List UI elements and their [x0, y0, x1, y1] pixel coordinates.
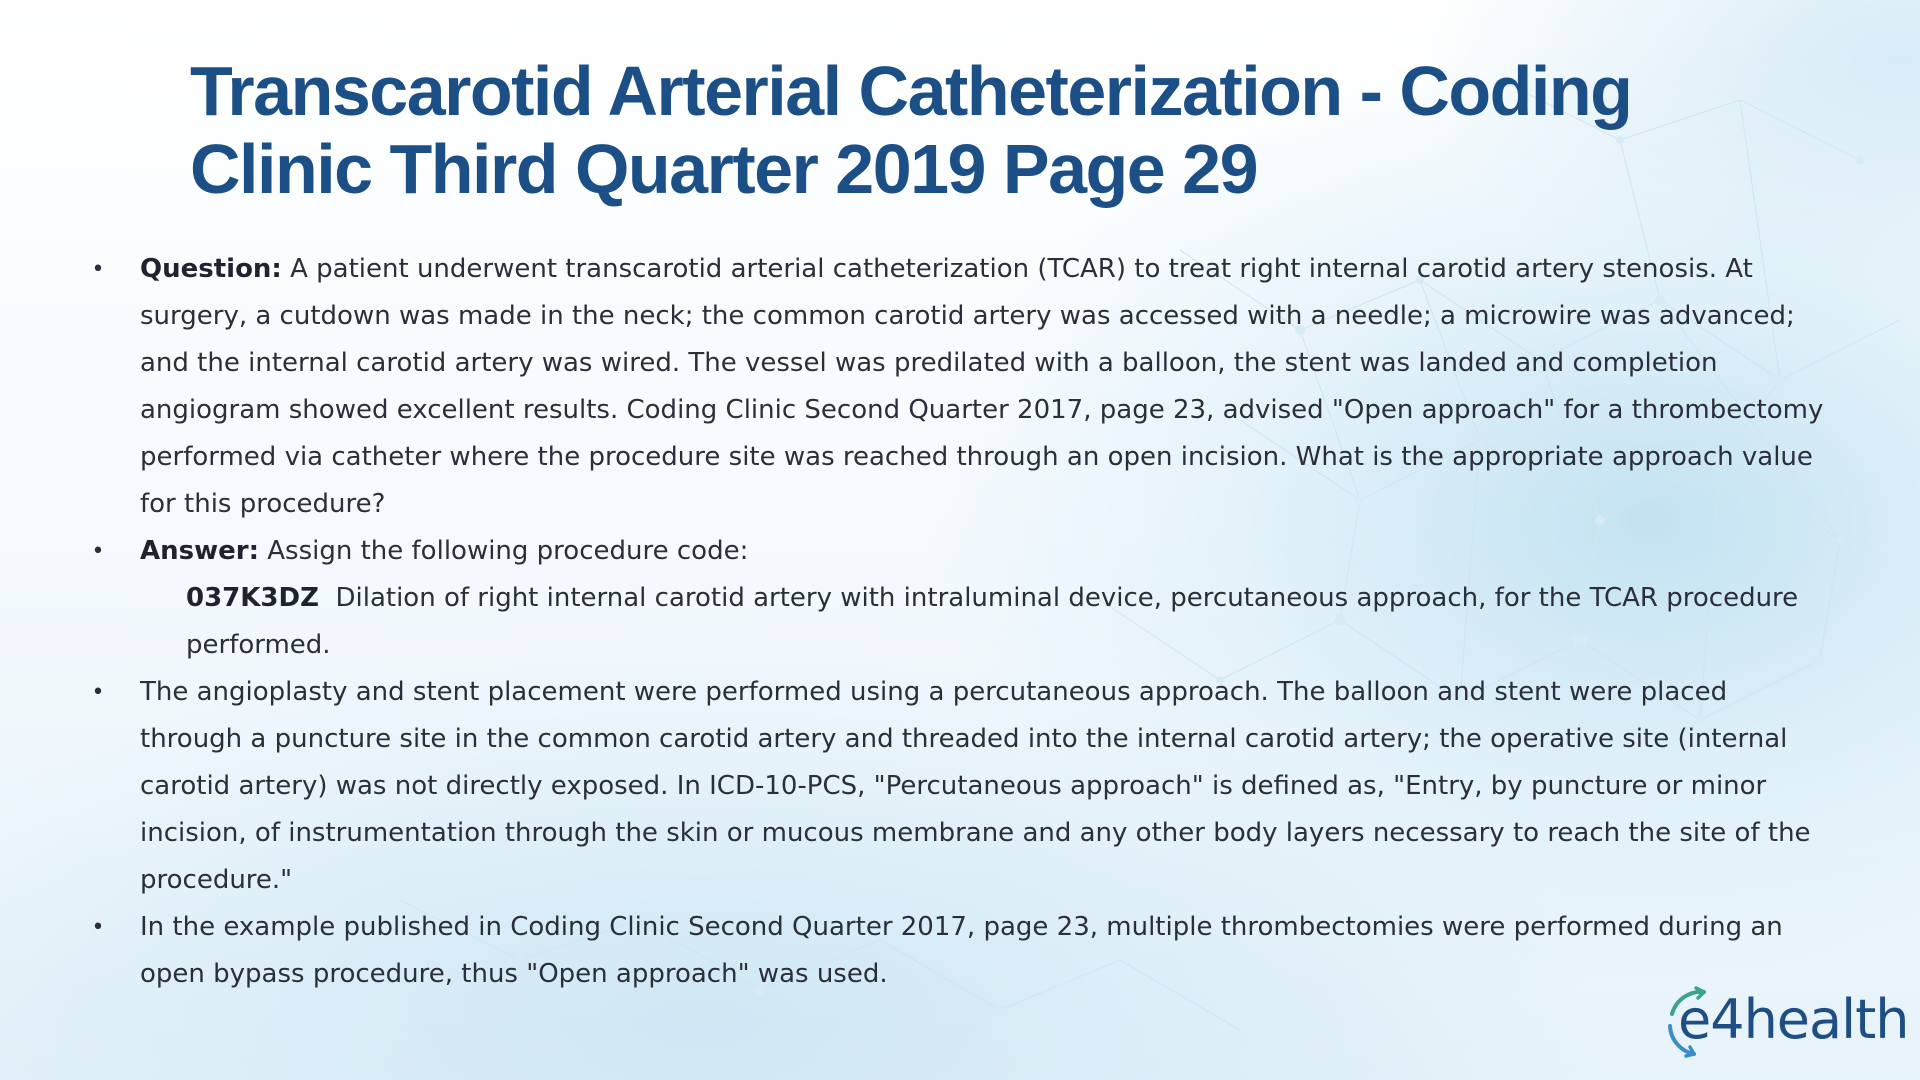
bullet-list	[88, 246, 1828, 998]
bullet-percutaneous-explanation	[88, 669, 1828, 904]
bullet-marker: •	[91, 257, 105, 282]
bullet-marker: •	[91, 680, 105, 705]
answer-label: Answer:	[140, 536, 259, 566]
e4health-logo	[1660, 984, 1909, 1060]
bullet-marker: •	[91, 539, 105, 564]
procedure-code: 037K3DZ	[186, 583, 319, 613]
bullet-question	[88, 246, 1828, 528]
procedure-code-description: Dilation of right internal carotid artery with intraluminal device, percutaneous approach, for the TCAR procedure performed.	[186, 583, 1807, 660]
bullet-open-approach-example	[88, 904, 1828, 998]
question-text: A patient underwent transcarotid arterial catheterization (TCAR) to treat right internal carotid artery stenosis. At surgery, a cutdown was made in the neck; the common carotid artery was accessed with a needle; a microwire was advanced; and the internal carotid artery was wired. The vessel was predilated with a balloon, the stent was landed and completion angiogram showed excellent results. Coding Clinic Second Quarter 2017, page 23, advised "Open approach" for a thrombectomy performed via catheter where the procedure site was reached through an open incision. What is the appropriate approach value for this procedure?	[140, 254, 1824, 519]
logo-text: e4health	[1678, 988, 1909, 1051]
bullet-marker: •	[91, 915, 105, 940]
bullet-answer	[88, 528, 1828, 669]
open-approach-example-text: In the example published in Coding Clinic Second Quarter 2017, page 23, multiple thrombectomies were performed during an open bypass procedure, thus "Open approach" was used.	[140, 912, 1783, 989]
percutaneous-explanation-text: The angioplasty and stent placement were performed using a percutaneous approach. The balloon and stent were placed through a puncture site in the common carotid artery and threaded into the internal carotid artery; the operative site (internal carotid artery) was not directly exposed. In ICD-10-PCS, "Percutaneous approach" is defined as, "Entry, by puncture or minor incision, of instrumentation through the skin or mucous membrane and any other body layers necessary to reach the site of the procedure."	[140, 677, 1811, 895]
answer-text: Assign the following procedure code:	[258, 536, 749, 566]
procedure-code-line	[140, 575, 1828, 669]
question-label: Question:	[140, 254, 282, 284]
slide-title: Transcarotid Arterial Catheterization - Coding Clinic Third Quarter 2019 Page 29	[190, 52, 1632, 208]
